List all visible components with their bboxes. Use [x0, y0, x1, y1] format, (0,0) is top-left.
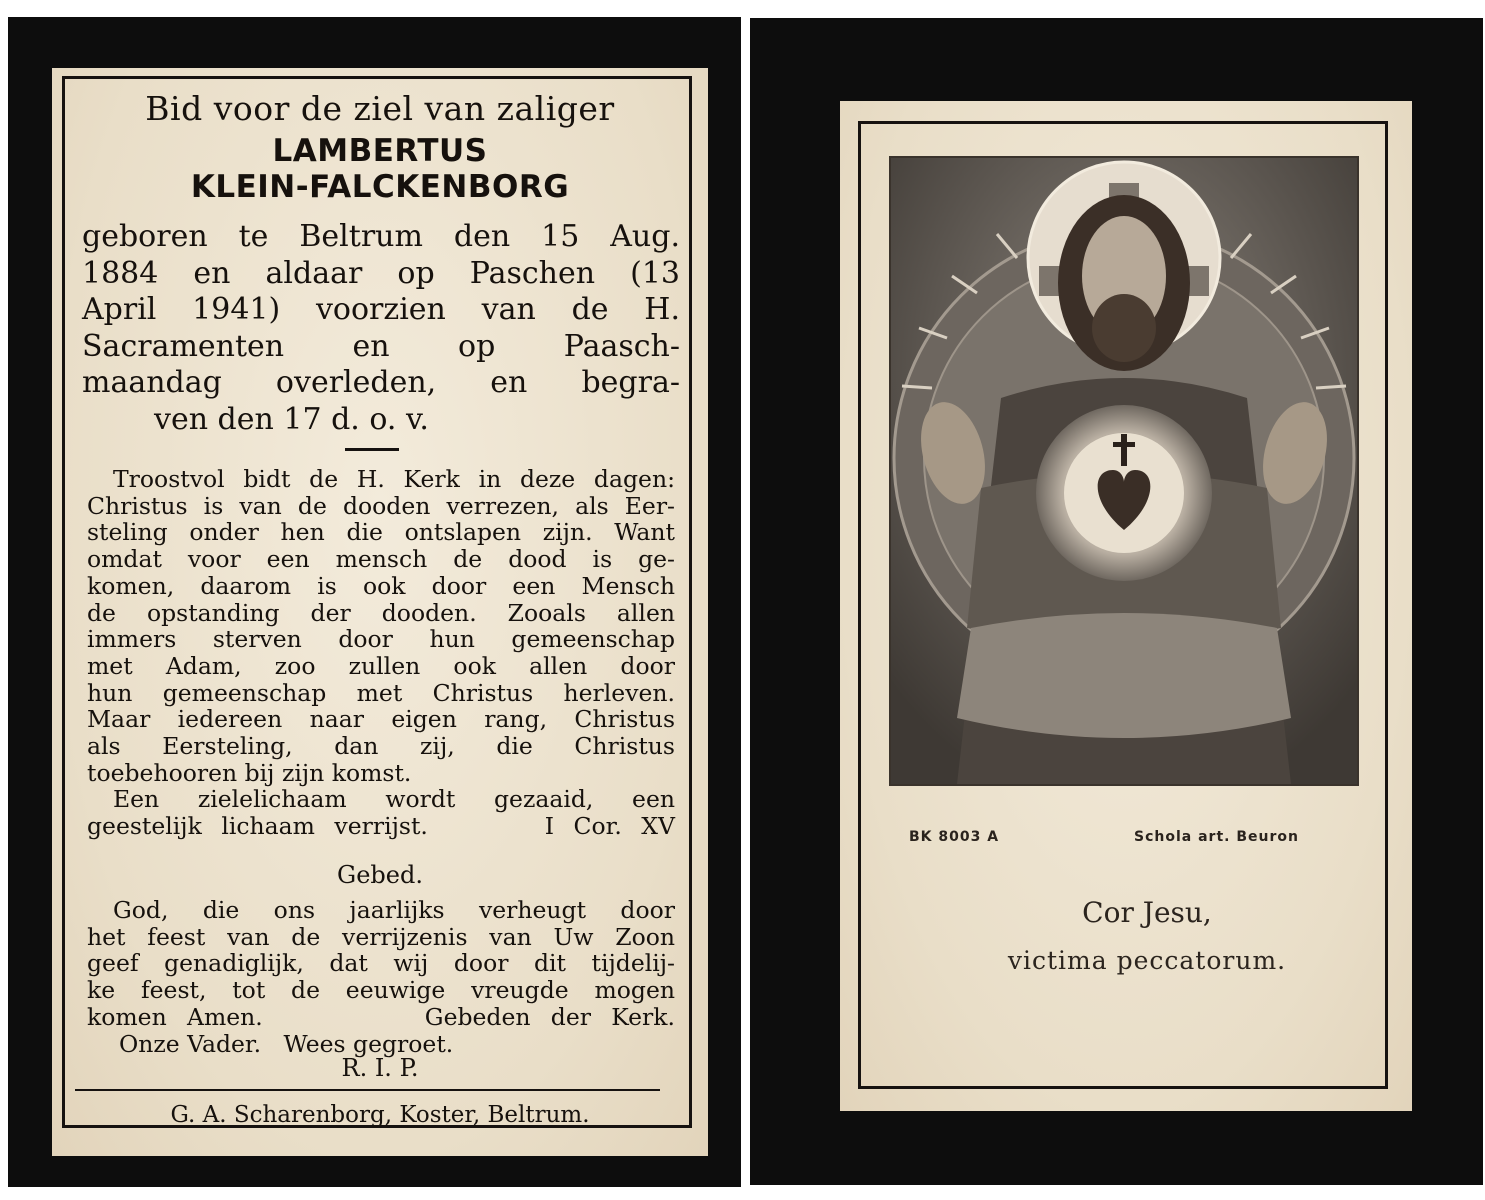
- prayer-line: komen Amen. Gebeden der Kerk.: [87, 1002, 675, 1031]
- motto-line-2: victima peccatorum.: [1007, 946, 1287, 975]
- prayer-text: [87, 897, 717, 1057]
- prayer-line: ke feest, tot de eeuwige vreugde mogen: [87, 976, 675, 1005]
- deceased-first-name: LAMBERTUS: [272, 133, 488, 169]
- catalog-number: BK 8003 A: [909, 829, 1000, 845]
- scripture-line: immers sterven door hun gemeenschap: [87, 625, 675, 654]
- bio-line: geboren te Beltrum den 15 Aug.: [82, 219, 680, 254]
- sacred-heart-picture: [889, 156, 1359, 786]
- deceased-last-name: KLEIN-FALCKENBORG: [190, 169, 570, 205]
- scripture-text: [87, 466, 717, 840]
- scripture-line: Maar iedereen naar eigen rang, Christus: [87, 705, 675, 734]
- memorial-card-text: [8, 17, 741, 1187]
- prayer-line: geef genadiglijk, dat wij door dit tijdelij-: [87, 949, 675, 978]
- footer-rule: [75, 1089, 660, 1091]
- image-panel: [840, 101, 1412, 1111]
- sacred-heart-illustration: [891, 158, 1357, 784]
- scripture-line: Troostvol bidt de H. Kerk in deze dagen:: [113, 465, 675, 493]
- bio-line: Sacramenten en op Paasch-: [82, 328, 680, 364]
- scripture-line: de opstanding der dooden. Zooals allen: [87, 598, 675, 627]
- printer-credit: G. A. Scharenborg, Koster, Beltrum.: [170, 1102, 590, 1128]
- memorial-card-image: [750, 18, 1483, 1185]
- publisher-credit: Schola art. Beuron: [1134, 829, 1299, 845]
- scripture-line: toebehooren bij zijn komst.: [87, 758, 412, 787]
- scripture-line: als Eersteling, dan zij, die Christus: [87, 732, 675, 761]
- bio-line: ven den 17 d. o. v.: [154, 401, 429, 437]
- biography: [82, 219, 680, 438]
- scripture-line: Christus is van de dooden verrezen, als Eer-: [87, 491, 675, 520]
- scripture-line: omdat voor een mensch de dood is ge-: [87, 545, 675, 574]
- divider: [345, 448, 399, 451]
- scripture-line: geestelijk lichaam verrijst. I Cor. XV: [87, 812, 675, 841]
- motto-line-1: Cor Jesu,: [1082, 896, 1212, 929]
- scripture-line: Een zielelichaam wordt gezaaid, een: [113, 785, 675, 814]
- scripture-line: steling onder hen die ontslapen zijn. Want: [87, 518, 675, 547]
- text-panel: [52, 68, 708, 1156]
- bio-line: 1884 en aldaar op Paschen (13: [82, 255, 680, 291]
- image-frame: [858, 121, 1388, 1089]
- scripture-line: met Adam, zoo zullen ook allen door: [87, 651, 675, 680]
- prayer-line: het feest van de verrijzenis van Uw Zoon: [87, 922, 675, 951]
- rip-line: R. I. P.: [341, 1054, 419, 1082]
- scripture-line: komen, daarom is ook door een Mensch: [87, 571, 675, 600]
- text-frame: [62, 76, 692, 1128]
- scripture-line: hun gemeenschap met Christus herleven.: [87, 678, 675, 707]
- bio-line: April 1941) voorzien van de H.: [82, 292, 680, 327]
- prayer-line: God, die ons jaarlijks verheugt door: [113, 896, 675, 924]
- prayer-title: Gebed.: [337, 861, 423, 889]
- prayer-line: Onze Vader. Wees gegroet.: [119, 1029, 454, 1058]
- intro-line: Bid voor de ziel van zaliger: [145, 89, 615, 128]
- bio-line: maandag overleden, en begra-: [82, 365, 680, 400]
